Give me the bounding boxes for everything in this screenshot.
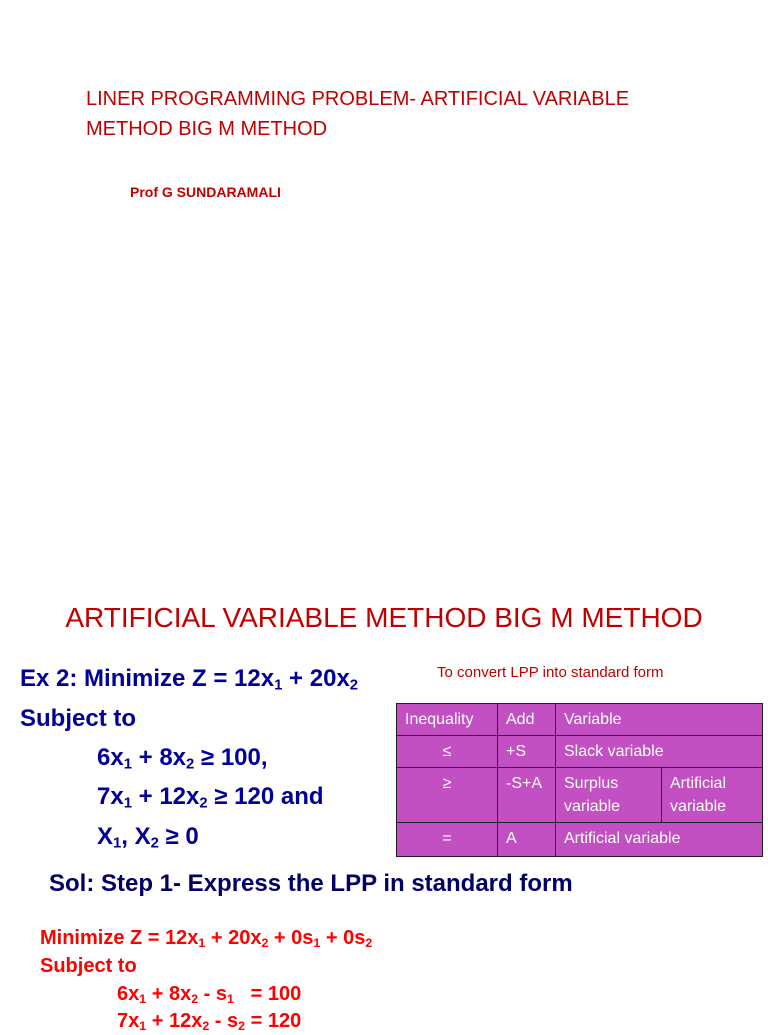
constraint-1: $6x_1 + 8x_2 \ge 100$, [97, 744, 268, 773]
problem-statement: Ex 2: Minimize $Z = 12x_1 + 20x_2$ [20, 665, 359, 694]
author-name: Prof G SUNDARAMALI [130, 184, 281, 200]
standard-form-subject-to: Subject to [40, 955, 137, 977]
standard-form-objective: Minimize $Z = 12x_1 + 20x_2 + 0s_1 + 0s_2$ [40, 927, 373, 951]
constraint-2: $7x_1 + 12x_2 \ge 120$ and [97, 783, 324, 812]
variable-cell: Slack variable [556, 736, 763, 768]
table-header-row [397, 704, 763, 736]
variable-cell: Artificial variable [556, 823, 763, 857]
table-caption: To convert LPP into standard form [437, 664, 664, 681]
add-cell: A [498, 823, 556, 857]
standard-form-constraint-1: $6x_1 + 8x_2 - s_1 = 100$ [117, 983, 302, 1007]
standard-form-constraint-2: $7x_1 + 12x_2 - s_2 = 120$ [117, 1010, 302, 1034]
conversion-table [396, 703, 763, 857]
constraint-nonnegativity: $X_1$, $X_2 \ge 0$ [97, 823, 199, 852]
header-variable: Variable [556, 704, 763, 736]
table-row [397, 768, 763, 823]
header-add: Add [498, 704, 556, 736]
slide2-title: ARTIFICIAL VARIABLE METHOD BIG M METHOD [65, 602, 703, 633]
header-inequality: Inequality [397, 704, 498, 736]
table-row [397, 736, 763, 768]
add-cell: -S+A [498, 768, 556, 823]
add-cell: +S [498, 736, 556, 768]
inequality-cell: ≤ [397, 736, 498, 768]
solution-step-heading: Sol: Step 1- Express the LPP in standard form [49, 870, 573, 897]
variable-cell: Artificial variable [662, 768, 763, 823]
subject-to-label: Subject to [20, 705, 137, 732]
variable-cell: Surplus variable [556, 768, 662, 823]
table-row [397, 823, 763, 857]
inequality-cell: ≥ [397, 768, 498, 823]
inequality-cell: = [397, 823, 498, 857]
slide1-title: LINER PROGRAMMING PROBLEM- ARTIFICIAL VARIABLE METHOD BIG M METHOD [86, 88, 630, 140]
